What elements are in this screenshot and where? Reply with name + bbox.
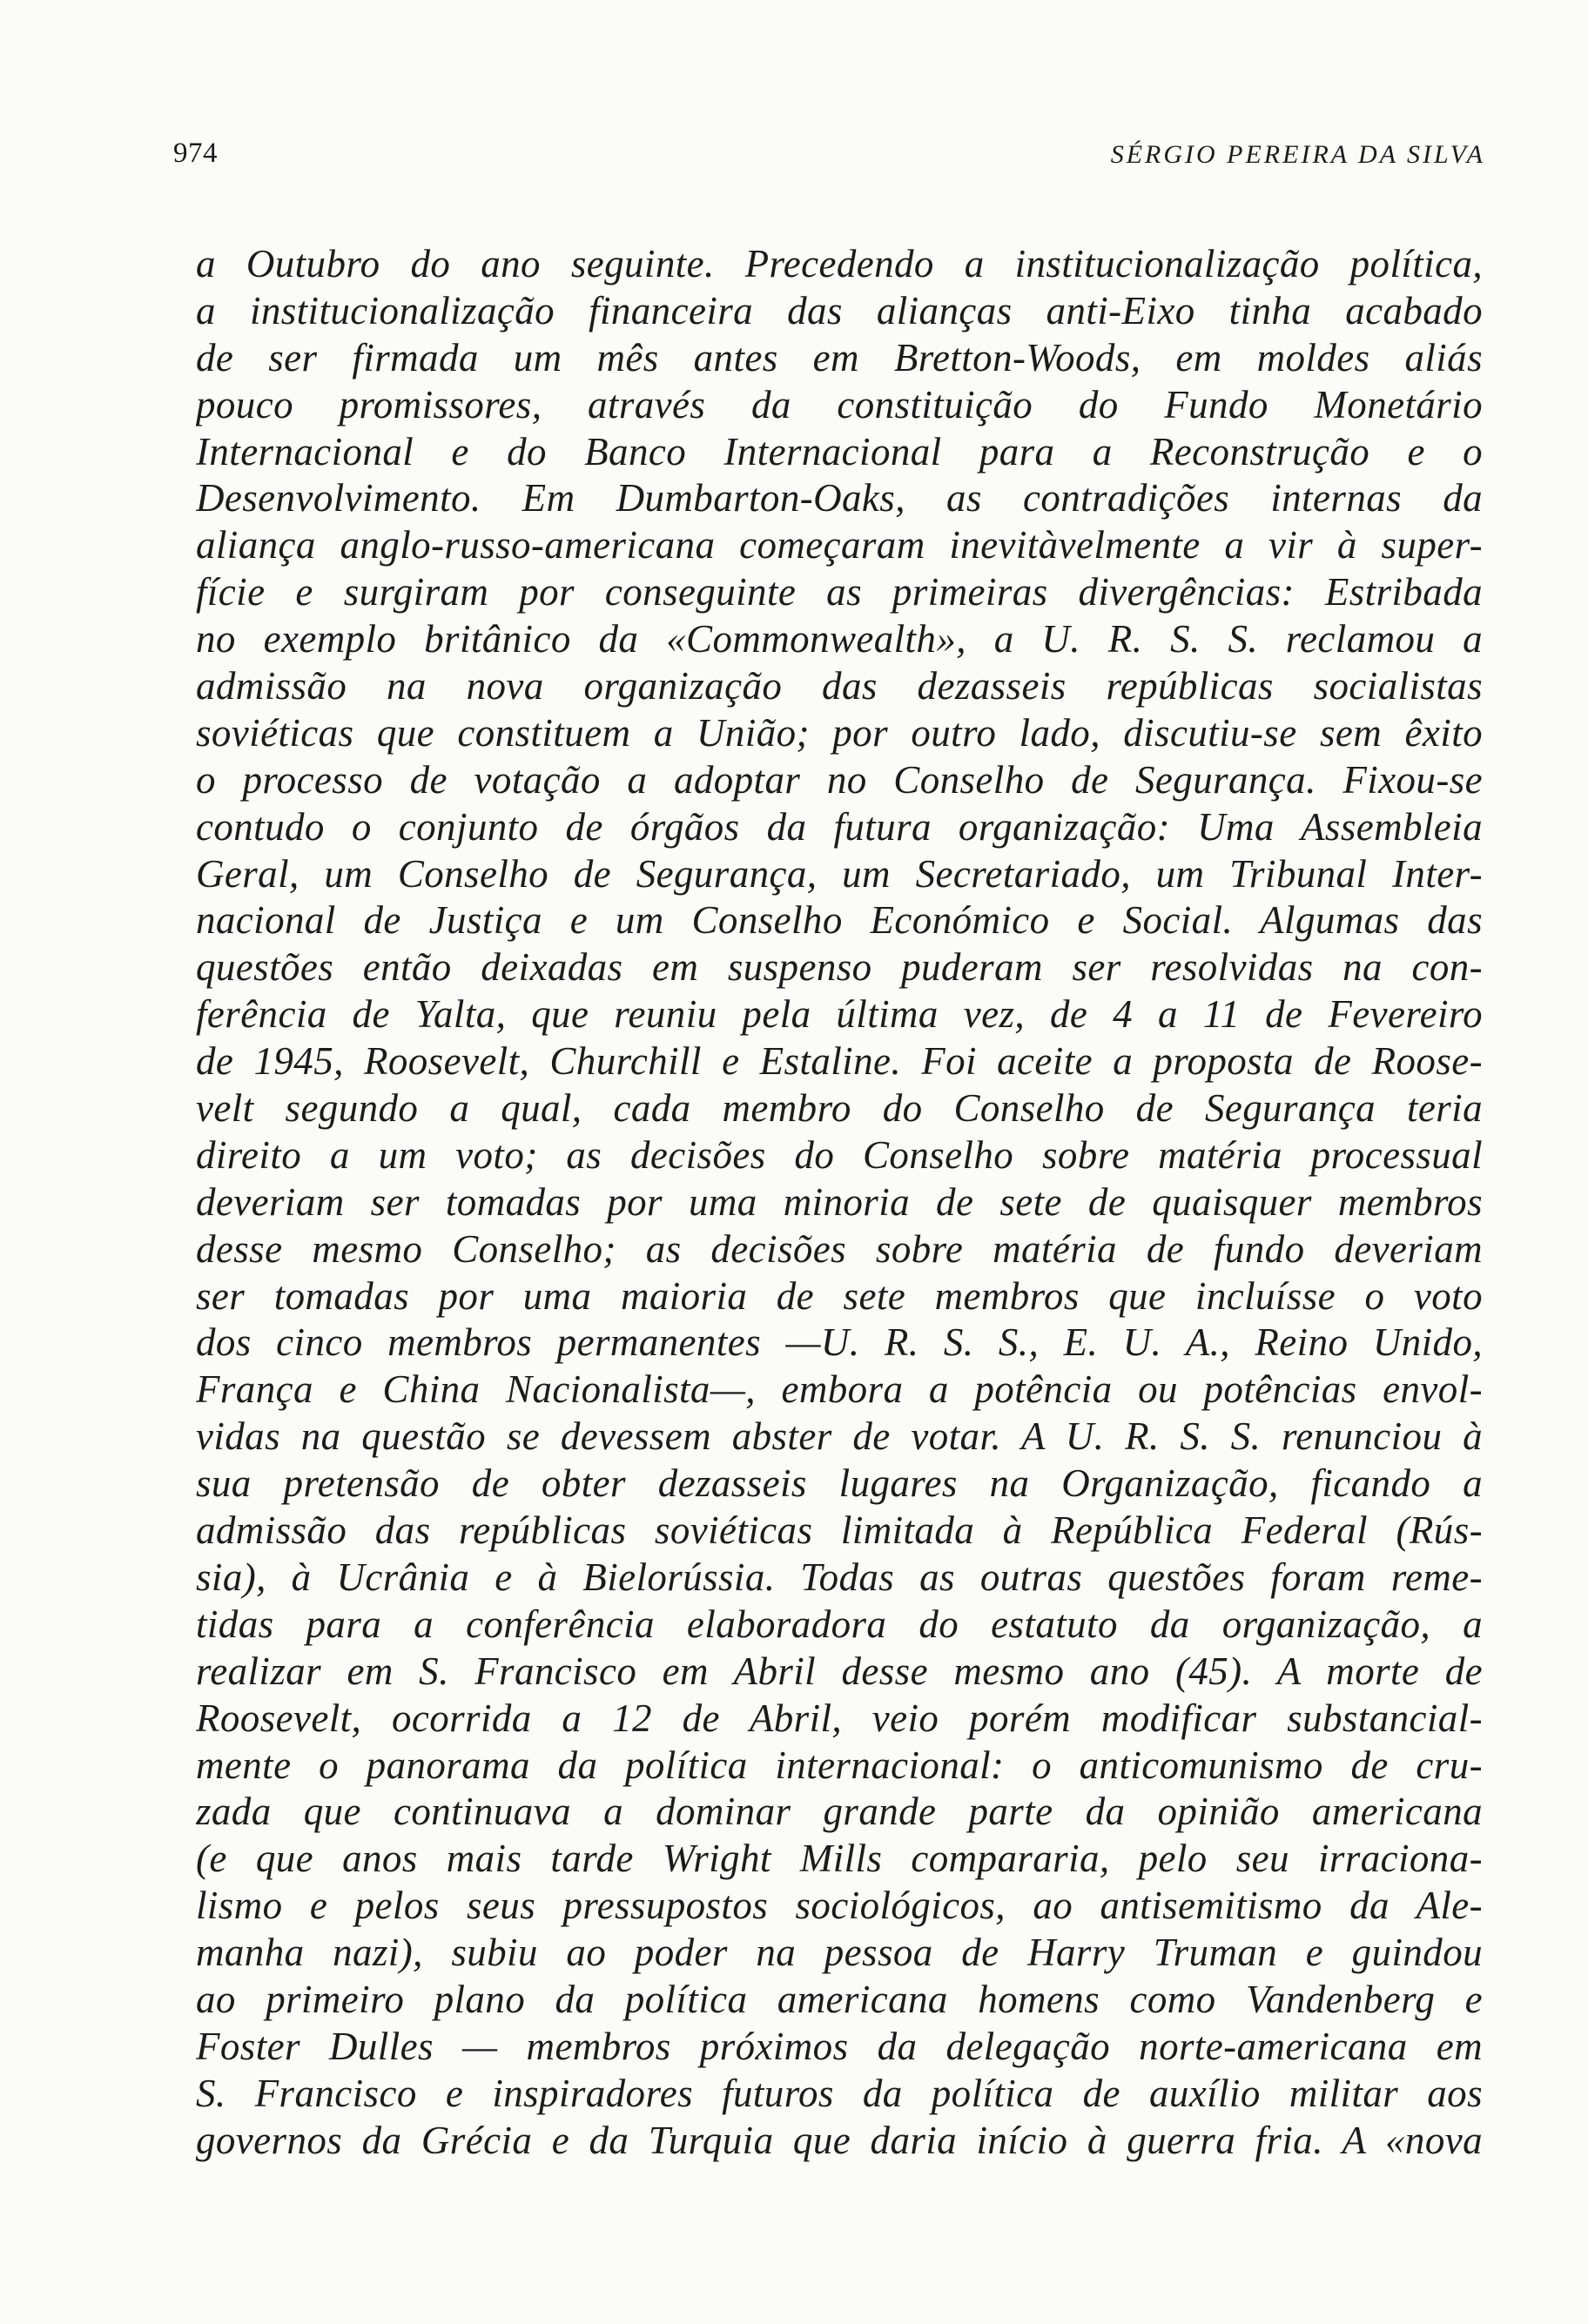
- text-line: velt segundo a qual, cada membro do Conselho de Segurança teria: [196, 1086, 1483, 1131]
- page-number: 974: [173, 138, 218, 169]
- text-line: zada que continuava a dominar grande parte da opinião americana: [196, 1790, 1483, 1834]
- text-line: Internacional e do Banco Internacional para a Reconstrução e o: [196, 429, 1483, 474]
- text-line: de 1945, Roosevelt, Churchill e Estaline. Foi aceite a proposta de Roose-: [196, 1039, 1483, 1084]
- text-line: sia), à Ucrânia e à Bielorússia. Todas as outras questões foram reme-: [196, 1555, 1483, 1599]
- text-line: França e China Nacionalista—, embora a potência ou potências envol-: [196, 1367, 1483, 1412]
- text-line: manha nazi), subiu ao poder na pessoa de Harry Truman e guindou: [196, 1931, 1483, 1975]
- text-line: realizar em S. Francisco em Abril desse mesmo ano (45). A morte de: [196, 1649, 1483, 1693]
- text-line: contudo o conjunto de órgãos da futura organização: Uma Assembleia: [196, 804, 1483, 849]
- text-line: deveriam ser tomadas por uma minoria de sete de quaisquer membros: [196, 1179, 1483, 1224]
- text-line: sua pretensão de obter dezasseis lugares na Organização, ficando a: [196, 1461, 1483, 1506]
- text-line: aliança anglo-russo-americana começaram inevitàvelmente a vir à super-: [196, 523, 1483, 568]
- text-line: fície e surgiram por conseguinte as primeiras divergências: Estribada: [196, 570, 1483, 615]
- text-line: no exemplo britânico da «Commonwealth», a U. R. S. S. reclamou a: [196, 617, 1483, 662]
- text-line: admissão das repúblicas soviéticas limitada à República Federal (Rús-: [196, 1508, 1483, 1553]
- text-line: Desenvolvimento. Em Dumbarton-Oaks, as contradições internas da: [196, 476, 1483, 521]
- text-line: direito a um voto; as decisões do Conselho sobre matéria processual: [196, 1132, 1483, 1177]
- text-line: (e que anos mais tarde Wright Mills compararia, pelo seu irraciona-: [196, 1837, 1483, 1881]
- text-line: pouco promissores, através da constituição do Fundo Monetário: [196, 382, 1483, 427]
- text-line: lismo e pelos seus pressupostos sociológicos, ao antisemitismo da Ale-: [196, 1884, 1483, 1928]
- running-head: SÉRGIO PEREIRA DA SILVA: [1110, 140, 1485, 169]
- text-line: S. Francisco e inspiradores futuros da política de auxílio militar aos: [196, 2071, 1483, 2115]
- text-line: Foster Dulles — membros próximos da delegação norte-americana em: [196, 2024, 1483, 2068]
- text-line: o processo de votação a adoptar no Conselho de Segurança. Fixou-se: [196, 757, 1483, 802]
- text-line: vidas na questão se devessem abster de votar. A U. R. S. S. renunciou à: [196, 1414, 1483, 1459]
- text-line: ferência de Yalta, que reuniu pela última vez, de 4 a 11 de Fevereiro: [196, 992, 1483, 1037]
- text-line: nacional de Justiça e um Conselho Económico e Social. Algumas das: [196, 898, 1483, 943]
- body-text: [196, 241, 1483, 2165]
- text-line: a Outubro do ano seguinte. Precedendo a institucionalização política,: [196, 242, 1483, 285]
- text-line: de ser firmada um mês antes em Bretton-Woods, em moldes aliás: [196, 335, 1483, 379]
- text-line: governos da Grécia e da Turquia que daria início à guerra fria. A «nova: [196, 2118, 1483, 2162]
- text-line: Geral, um Conselho de Segurança, um Secretariado, um Tribunal Inter-: [196, 851, 1483, 896]
- text-line: soviéticas que constituem a União; por outro lado, discutiu-se sem êxito: [196, 710, 1483, 755]
- text-line: mente o panorama da política internacional: o anticomunismo de cru-: [196, 1743, 1483, 1787]
- text-line: tidas para a conferência elaboradora do estatuto da organização, a: [196, 1602, 1483, 1646]
- text-line: desse mesmo Conselho; as decisões sobre matéria de fundo deveriam: [196, 1226, 1483, 1271]
- text-line: questões então deixadas em suspenso puderam ser resolvidas na con-: [196, 945, 1483, 990]
- text-line: admissão na nova organização das dezasseis repúblicas socialistas: [196, 664, 1483, 709]
- text-line: a institucionalização financeira das alianças anti-Eixo tinha acabado: [196, 288, 1483, 332]
- text-line: ser tomadas por uma maioria de sete membros que incluísse o voto: [196, 1273, 1483, 1318]
- text-line: dos cinco membros permanentes —U. R. S. S., E. U. A., Reino Unido,: [196, 1320, 1483, 1365]
- text-line: Roosevelt, ocorrida a 12 de Abril, veio porém modificar substancial-: [196, 1696, 1483, 1740]
- text-line: ao primeiro plano da política americana homens como Vandenberg e: [196, 1977, 1483, 2021]
